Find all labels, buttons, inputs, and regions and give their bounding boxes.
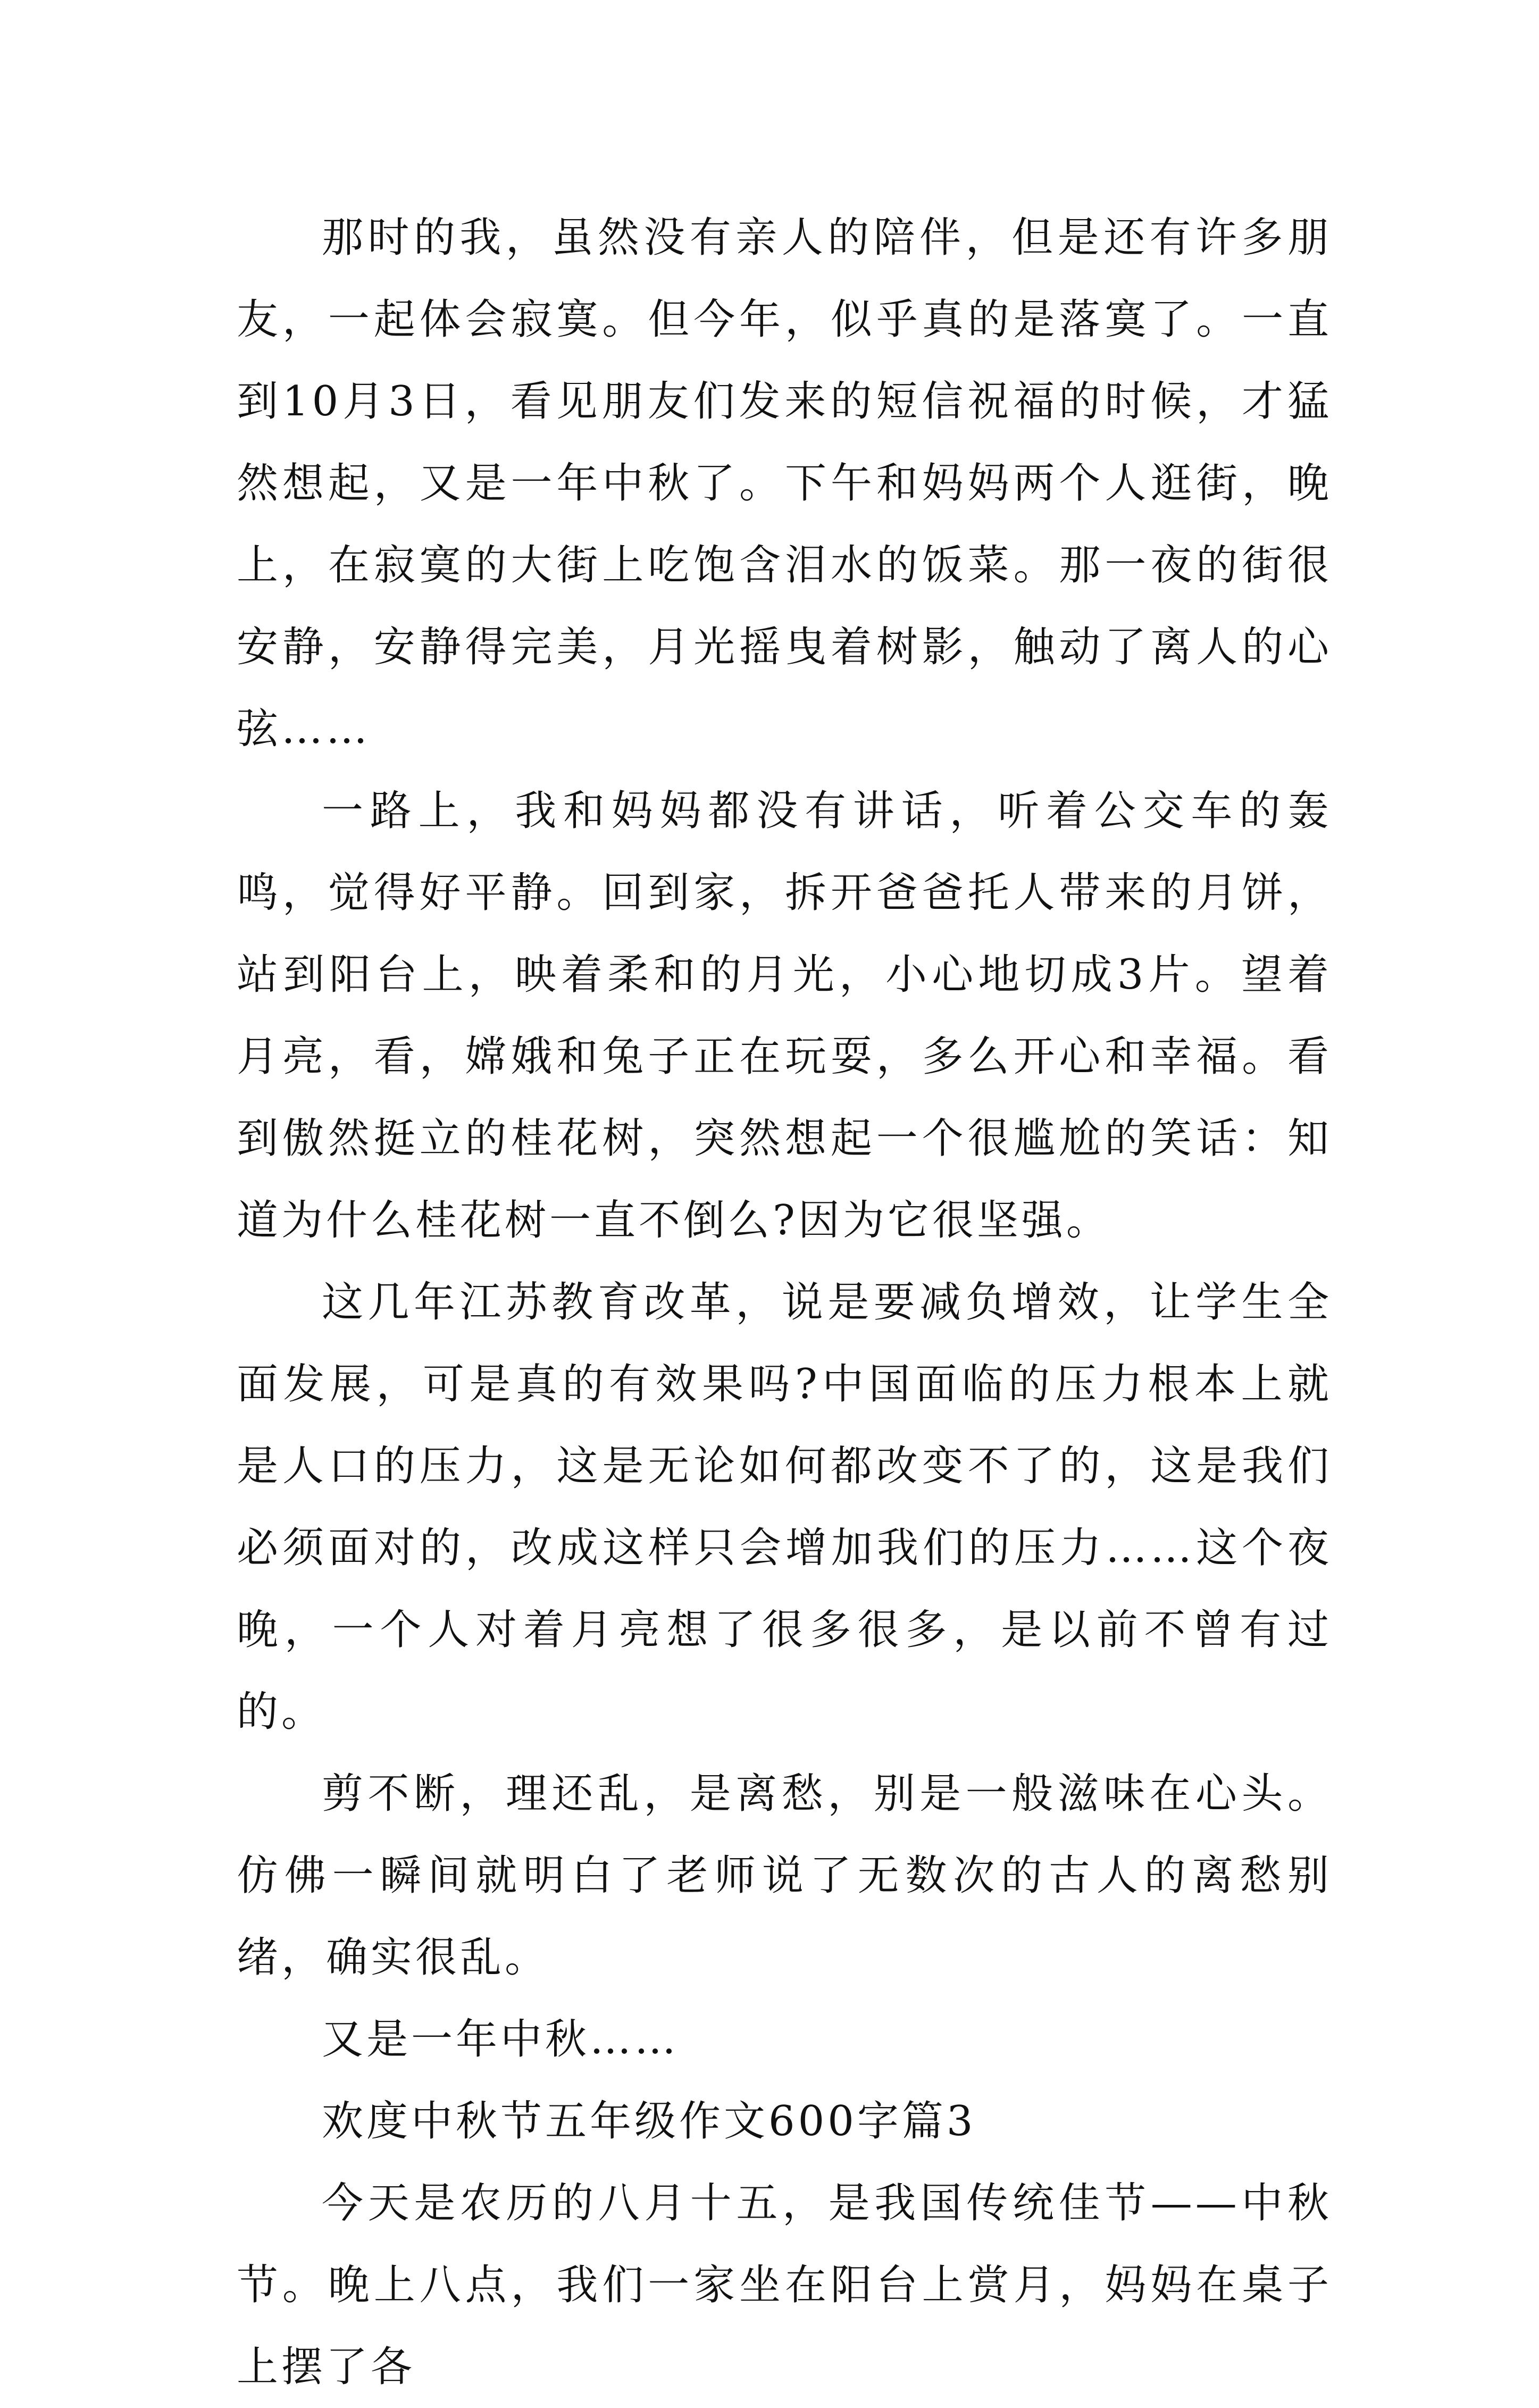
paragraph: 那时的我，虽然没有亲人的陪伴，但是还有许多朋友，一起体会寂寞。但今年，似乎真的是落寞了。一直到10月3日，看见朋友们发来的短信祝福的时候，才猛然想起，又是一年中秋了。下午和妈妈两个人逛街，晚上，在寂寞的大街上吃饱含泪水的饭菜。那一夜的街很安静，安静得完美，月光摇曳着树影，触动了离人的心弦…… xyxy=(237,214,1332,753)
paragraph: 又是一年中秋…… xyxy=(322,2016,680,2063)
paragraph: 今天是农历的八月十五，是我国传统佳节——中秋节。晚上八点，我们一家坐在阳台上赏月，妈妈在桌子上摆了各 xyxy=(237,2179,1332,2391)
paragraph: 剪不断，理还乱，是离愁，别是一般滋味在心头。仿佛一瞬间就明白了老师说了无数次的古人的离愁别绪，确实很乱。 xyxy=(237,1770,1332,1981)
document-page xyxy=(237,197,1332,2408)
section-heading: 欢度中秋节五年级作文600字篇3 xyxy=(322,2097,976,2145)
paragraph: 这几年江苏教育改革，说是要减负增效，让学生全面发展，可是真的有效果吗?中国面临的压力根本上就是人口的压力，这是无论如何都改变不了的，这是我们必须面对的，改成这样只会增加我们的压力……这个夜晚，一个人对着月亮想了很多很多，是以前不曾有过的。 xyxy=(237,1278,1332,1736)
paragraph: 一路上，我和妈妈都没有讲话，听着公交车的轰鸣，觉得好平静。回到家，拆开爸爸托人带来的月饼，站到阳台上，映着柔和的月光，小心地切成3片。望着月亮，看，嫦娥和兔子正在玩耍，多么开心和幸福。看到傲然挺立的桂花树，突然想起一个很尴尬的笑话：知道为什么桂花树一直不倒么?因为它很坚强。 xyxy=(237,787,1332,1244)
